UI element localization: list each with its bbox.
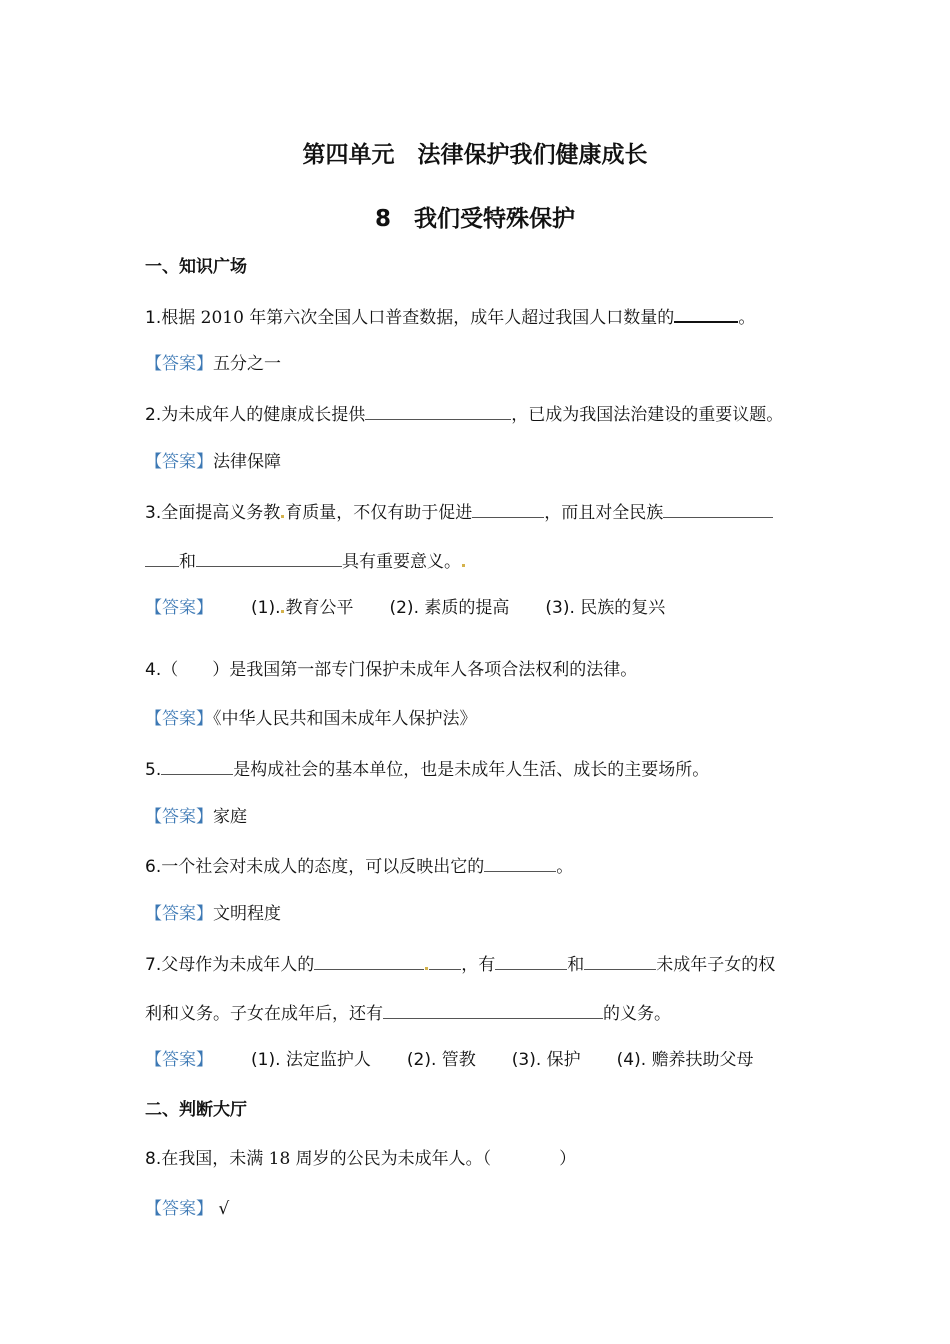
answer-1 xyxy=(145,352,281,376)
answer-8 xyxy=(145,1197,229,1221)
section-heading-judgement: 二、判断大厅 xyxy=(145,1100,247,1120)
fill-blank xyxy=(472,499,544,518)
question-number: 2. xyxy=(145,405,162,425)
answer-label: 【答案】 xyxy=(145,709,213,729)
question-6 xyxy=(145,853,573,879)
lesson-title: 8 我们受特殊保护 xyxy=(374,206,575,232)
fill-blank xyxy=(484,853,556,872)
fill-blank xyxy=(495,951,567,970)
question-4 xyxy=(145,658,637,682)
answer-label: 【答案】 xyxy=(145,1050,213,1070)
fill-blank xyxy=(663,499,773,518)
answer-5 xyxy=(145,805,247,829)
question-text: 一个社会对未成人的态度，可以反映出它的 xyxy=(161,857,485,877)
answer-label: 【答案】 xyxy=(145,452,213,472)
question-text: 利和义务。子女在成年后，还有 xyxy=(145,1004,383,1024)
answer-index: (1). xyxy=(251,1050,281,1070)
question-text-end: 的义务。 xyxy=(603,1004,671,1024)
question-1 xyxy=(145,303,755,330)
answer-3 xyxy=(145,596,665,620)
unit-title: 第四单元 法律保护我们健康成长 xyxy=(302,142,648,168)
question-7 xyxy=(145,951,775,977)
answer-index: (3). xyxy=(511,1050,542,1070)
answer-label: 【答案】 xyxy=(145,1199,213,1219)
question-text: 和 xyxy=(567,955,585,975)
fill-blank xyxy=(314,951,424,970)
fill-blank xyxy=(429,951,461,970)
fill-blank xyxy=(196,548,342,567)
mark-dot xyxy=(425,967,428,970)
answer-text: 五分之一 xyxy=(213,354,281,374)
question-text: 是构成社会的基本单位，也是未成年人生活、成长的主要场所。 xyxy=(233,760,710,780)
question-number: 3. xyxy=(145,503,162,523)
answer-label: 【答案】 xyxy=(145,807,213,827)
question-text: 和 xyxy=(179,552,196,572)
question-text: 在我国，未满 18 周岁的公民为未成年人。（ ） xyxy=(161,1149,577,1169)
question-number: 1. xyxy=(145,308,162,328)
answer-text: 法定监护人 xyxy=(285,1050,371,1070)
fill-blank xyxy=(145,548,179,567)
answer-label: 【答案】 xyxy=(145,354,213,374)
answer-index: (3). xyxy=(545,598,575,618)
question-number: 7. xyxy=(145,955,162,975)
question-3 xyxy=(145,499,773,525)
question-text: ，有 xyxy=(461,955,496,975)
fill-blank xyxy=(383,1000,603,1019)
answer-text: 教育公平 xyxy=(285,598,354,618)
answer-index: (2). xyxy=(389,598,419,618)
answer-text: 管教 xyxy=(441,1050,476,1070)
question-3-cont xyxy=(145,548,466,574)
fill-blank xyxy=(584,951,656,970)
answer-text: 文明程度 xyxy=(213,904,281,924)
answer-text: √ xyxy=(218,1199,230,1219)
answer-text: 家庭 xyxy=(213,807,247,827)
section-heading-knowledge: 一、知识广场 xyxy=(145,257,247,277)
fill-blank xyxy=(674,303,738,323)
question-text-end: 具有重要意义。 xyxy=(342,552,461,572)
question-text: 全面提高义务教 xyxy=(161,503,281,523)
answer-label: 【答案】 xyxy=(145,904,213,924)
answer-label: 【答案】 xyxy=(145,598,213,618)
answer-6 xyxy=(145,902,281,926)
question-number: 8. xyxy=(145,1149,162,1169)
question-text: ，而且对全民族 xyxy=(544,503,664,523)
question-number: 6. xyxy=(145,857,162,877)
mark-dot xyxy=(462,564,465,567)
answer-7 xyxy=(145,1048,754,1072)
question-2 xyxy=(145,401,783,427)
question-text-end: ，已成为我国法治建设的重要议题。 xyxy=(511,405,784,425)
question-text: 父母作为未成年人的 xyxy=(161,955,315,975)
question-number: 4. xyxy=(145,660,162,680)
answer-index: (2). xyxy=(406,1050,437,1070)
answer-text: 保护 xyxy=(546,1050,581,1070)
answer-index: (4). xyxy=(616,1050,647,1070)
question-8 xyxy=(145,1147,576,1171)
answer-text: 法律保障 xyxy=(213,452,281,472)
fill-blank xyxy=(365,401,511,420)
answer-text: 《中华人民共和国未成年人保护法》 xyxy=(213,709,477,729)
answer-text: 民族的复兴 xyxy=(580,598,666,618)
answer-index: (1). xyxy=(251,598,281,618)
answer-2 xyxy=(145,450,281,474)
question-text: （ ）是我国第一部专门保护未成年人各项合法权利的法律。 xyxy=(161,660,638,680)
question-number: 5. xyxy=(145,760,162,780)
mark-dot xyxy=(281,515,284,518)
question-text: 未成年子女的权 xyxy=(656,955,776,975)
question-text: 育质量，不仅有助于促进 xyxy=(285,503,473,523)
question-text: 根据 2010 年第六次全国人口普查数据，成年人超过我国人口数量的 xyxy=(161,308,675,328)
answer-text: 赡养扶助父母 xyxy=(651,1050,754,1070)
question-5 xyxy=(145,756,709,782)
answer-text: 素质的提高 xyxy=(424,598,510,618)
question-text-end: 。 xyxy=(738,308,756,328)
answer-4 xyxy=(145,707,477,731)
question-text-end: 。 xyxy=(556,857,574,877)
question-text: 为未成年人的健康成长提供 xyxy=(161,405,366,425)
question-7-cont xyxy=(145,1000,671,1026)
fill-blank xyxy=(161,756,233,775)
